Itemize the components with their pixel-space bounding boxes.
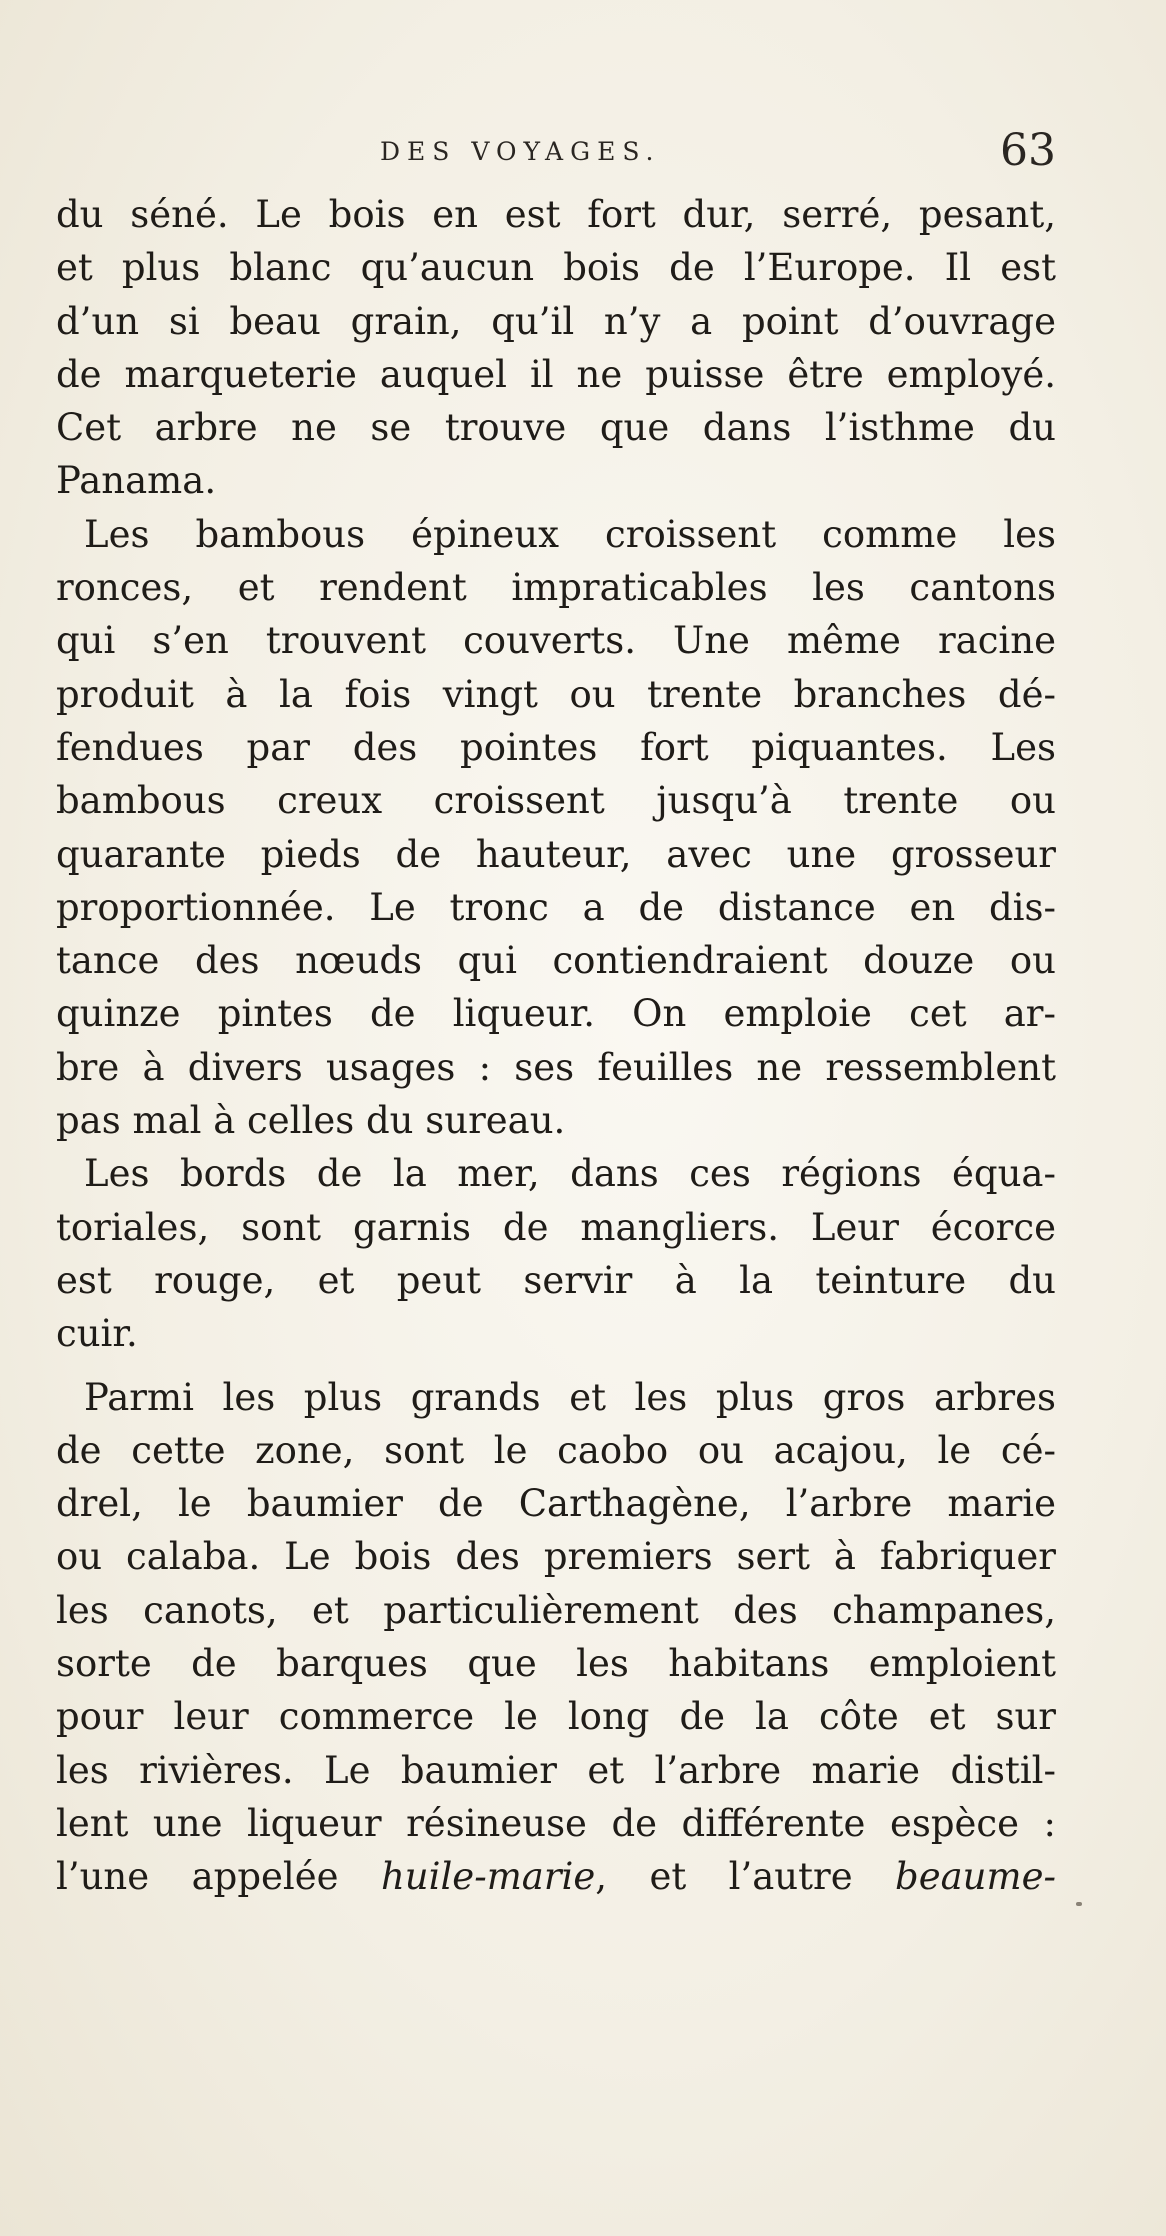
text-line: quinze pintes de liqueur. On emploie cet ar- <box>56 992 1056 1036</box>
text-line: bambous creux croissent jusqu’à trente ou <box>56 779 1056 823</box>
text-line: lent une liqueur résineuse de différente espèce : <box>56 1801 1056 1845</box>
text-line: du séné. Le bois en est fort dur, serré, pesant, <box>56 193 1056 236</box>
text-line: Cet arbre ne se trouve que dans l’isthme du <box>56 406 1056 450</box>
paragraph-2 <box>56 508 1056 1148</box>
text-line-mixed <box>56 1850 1056 1903</box>
text-line: ou calaba. Le bois des premiers sert à fabriquer <box>56 1535 1056 1579</box>
text-line: bre à divers usages : ses feuilles ne ressemblent <box>56 1045 1056 1089</box>
text-line: fendues par des pointes fort piquantes. Les <box>56 725 1056 769</box>
text-line: d’un si beau grain, qu’il n’y a point d’ouvrage <box>56 299 1056 343</box>
paragraph-3 <box>56 1147 1056 1360</box>
text-line: toriales, sont garnis de mangliers. Leur écorce <box>56 1205 1056 1249</box>
italic-term: beaume- <box>895 1855 1056 1899</box>
text-line: les canots, et particulièrement des champanes, <box>56 1588 1056 1632</box>
text-line: qui s’en trouvent couverts. Une même racine <box>56 619 1056 663</box>
running-head <box>0 125 1166 185</box>
paper-speck <box>1076 1902 1082 1906</box>
page-number: 63 <box>1000 125 1056 176</box>
text-line: quarante pieds de hauteur, avec une grosseur <box>56 832 1056 876</box>
text-line: tance des nœuds qui contiendraient douze ou <box>56 939 1056 983</box>
text-line: pour leur commerce le long de la côte et sur <box>56 1695 1056 1739</box>
paragraph-4 <box>56 1371 1056 1904</box>
text-line: Parmi les plus grands et les plus gros arbres <box>84 1375 1056 1419</box>
text-line: Les bambous épineux croissent comme les <box>84 512 1056 556</box>
paragraph-1 <box>56 188 1056 508</box>
text-line: pas mal à celles du sureau. <box>56 1099 566 1143</box>
text-line: Les bords de la mer, dans ces régions équa- <box>84 1152 1056 1196</box>
text-line: sorte de barques que les habitans emploient <box>56 1642 1056 1686</box>
body-text <box>56 188 1056 1904</box>
text-line: de marqueterie auquel il ne puisse être employé. <box>56 352 1056 396</box>
text-line: drel, le baumier de Carthagène, l’arbre marie <box>56 1482 1056 1526</box>
text-run: , et l’autre <box>595 1855 896 1899</box>
text-line: est rouge, et peut servir à la teinture du <box>56 1258 1056 1302</box>
running-title: DES VOYAGES. <box>380 137 661 166</box>
text-line: de cette zone, sont le caobo ou acajou, le cé- <box>56 1428 1056 1472</box>
text-line: proportionnée. Le tronc a de distance en dis- <box>56 885 1056 929</box>
text-line: ronces, et rendent impraticables les cantons <box>56 566 1056 610</box>
text-line: cuir. <box>56 1312 138 1356</box>
text-line: les rivières. Le baumier et l’arbre marie distil- <box>56 1748 1056 1792</box>
text-line: et plus blanc qu’aucun bois de l’Europe. Il est <box>56 246 1056 290</box>
text-line: produit à la fois vingt ou trente branches dé- <box>56 672 1056 716</box>
italic-term: huile-marie <box>380 1855 596 1899</box>
text-run: l’une appelée <box>56 1855 381 1899</box>
text-line: Panama. <box>56 459 217 503</box>
